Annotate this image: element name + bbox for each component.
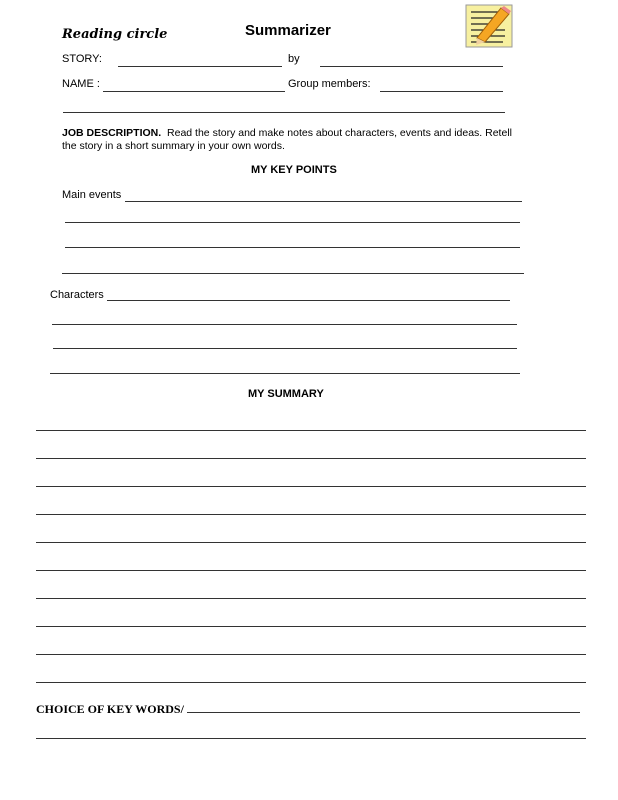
group-members-field[interactable]: [380, 91, 503, 92]
summary-line[interactable]: [36, 458, 586, 459]
job-description-label: JOB DESCRIPTION.: [62, 127, 162, 139]
summary-line[interactable]: [36, 514, 586, 515]
job-description-line1: [62, 127, 512, 139]
notepad-pencil-icon: [465, 4, 513, 48]
main-events-line[interactable]: [62, 273, 524, 274]
main-events-label: Main events: [62, 189, 122, 201]
characters-line[interactable]: [52, 324, 517, 325]
story-field[interactable]: [118, 66, 282, 67]
job-description-text1: Read the story and make notes about characters, events and ideas. Retell: [167, 127, 512, 139]
key-points-heading: MY KEY POINTS: [251, 164, 337, 176]
job-description-text2: the story in a short summary in your own words.: [62, 140, 285, 152]
name-field[interactable]: [103, 91, 285, 92]
story-label: STORY:: [62, 53, 102, 65]
summary-line[interactable]: [36, 598, 586, 599]
main-events-line[interactable]: [65, 247, 520, 248]
by-label: by: [288, 53, 300, 65]
key-words-label: CHOICE OF KEY WORDS/: [36, 702, 184, 716]
summary-line[interactable]: [36, 430, 586, 431]
summary-heading: MY SUMMARY: [248, 388, 324, 400]
main-events-line[interactable]: [65, 222, 520, 223]
summary-line[interactable]: [36, 570, 586, 571]
characters-field[interactable]: [107, 300, 510, 301]
characters-label: Characters: [50, 289, 104, 301]
summary-line[interactable]: [36, 486, 586, 487]
key-words-line[interactable]: [36, 738, 586, 739]
brand-title: Reading circle: [62, 27, 168, 42]
key-words-field[interactable]: [187, 712, 580, 713]
characters-line[interactable]: [53, 348, 517, 349]
summary-line[interactable]: [36, 626, 586, 627]
name-label: NAME :: [62, 78, 100, 90]
summary-line[interactable]: [36, 682, 586, 683]
group-members-label: Group members:: [288, 78, 371, 90]
main-events-field[interactable]: [125, 201, 522, 202]
group-members-field-2[interactable]: [63, 112, 505, 113]
characters-line[interactable]: [50, 373, 520, 374]
page-title: Summarizer: [245, 22, 331, 39]
summary-line[interactable]: [36, 654, 586, 655]
author-field[interactable]: [320, 66, 503, 67]
summary-line[interactable]: [36, 542, 586, 543]
